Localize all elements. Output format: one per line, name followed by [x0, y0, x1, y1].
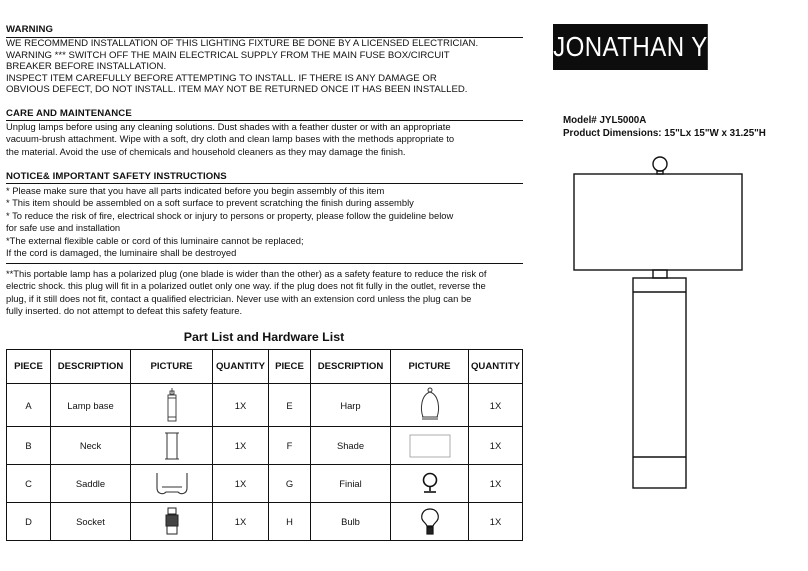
- description-cell: Bulb: [311, 503, 391, 541]
- care-title: CARE AND MAINTENANCE: [6, 108, 132, 119]
- header-quantity: QUANTITY: [213, 350, 269, 384]
- care-line: the material. Avoid the use of chemicals and household cleaners as they may damage the finish.: [6, 145, 406, 157]
- quantity-cell: 1X: [213, 384, 269, 427]
- description-cell: Finial: [311, 465, 391, 503]
- warning-line: INSPECT ITEM CAREFULLY BEFORE ATTEMPTING TO INSTALL. IF THERE IS ANY DAMAGE OR: [6, 72, 437, 84]
- header-picture: PICTURE: [131, 350, 213, 384]
- care-text: [6, 121, 454, 158]
- lamp-diagram: [570, 152, 750, 492]
- quantity-cell: 1X: [213, 427, 269, 465]
- picture-cell: [131, 384, 213, 427]
- header-piece: PIECE: [7, 350, 51, 384]
- table-row: [7, 465, 523, 503]
- header-picture: PICTURE: [391, 350, 469, 384]
- care-line: Unplug lamps before using any cleaning solutions. Dust shades with a feather duster or with an appropriate: [6, 121, 451, 132]
- picture-cell: [131, 465, 213, 503]
- product-dimensions: Product Dimensions: 15"Lx 15"W x 31.25"H: [563, 128, 766, 139]
- lamp-base-icon: [162, 387, 182, 423]
- neck-icon: [162, 431, 182, 461]
- notice-text: [6, 185, 453, 259]
- warning-title: WARNING: [6, 24, 54, 35]
- quantity-cell: 1X: [213, 465, 269, 503]
- piece-cell: B: [7, 427, 51, 465]
- piece-cell: E: [269, 384, 311, 427]
- header-quantity: QUANTITY: [469, 350, 523, 384]
- divider: [6, 183, 523, 184]
- notice-line: If the cord is damaged, the luminaire shall be destroyed: [6, 247, 237, 259]
- polarized-text: [6, 268, 486, 318]
- parts-table-title: Part List and Hardware List: [183, 330, 345, 344]
- header-piece: PIECE: [269, 350, 311, 384]
- care-line: vacuum-brush attachment. Wipe with a soft, dry cloth and clean lamp bases with the methods appropriate to: [6, 133, 455, 145]
- notice-line: * This item should be assembled on a soft surface to prevent scratching the finish during assembly: [6, 197, 414, 209]
- finial-icon: [420, 471, 440, 497]
- warning-line: WARNING *** SWITCH OFF THE MAIN ELECTRICAL SUPPLY FROM THE MAIN FUSE BOX/CIRCUIT: [6, 49, 450, 61]
- shade-icon: [408, 433, 452, 459]
- quantity-cell: 1X: [469, 465, 523, 503]
- table-row: [7, 503, 523, 541]
- harp-icon: [415, 387, 445, 423]
- picture-cell: [391, 427, 469, 465]
- table-row: [7, 384, 523, 427]
- piece-cell: C: [7, 465, 51, 503]
- divider: [6, 263, 523, 264]
- description-cell: Neck: [51, 427, 131, 465]
- notice-line: for safe use and installation: [6, 222, 121, 234]
- description-cell: Socket: [51, 503, 131, 541]
- description-cell: Harp: [311, 384, 391, 427]
- warning-line: WE RECOMMEND INSTALLATION OF THIS LIGHTING FIXTURE BE DONE BY A LICENSED ELECTRICIAN.: [6, 38, 479, 49]
- notice-line: * Please make sure that you have all parts indicated before you begin assembly of this item: [6, 185, 385, 196]
- description-cell: Shade: [311, 427, 391, 465]
- piece-cell: H: [269, 503, 311, 541]
- quantity-cell: 1X: [469, 427, 523, 465]
- header-description: DESCRIPTION: [51, 350, 131, 384]
- saddle-icon: [154, 470, 190, 498]
- polarized-line: **This portable lamp has a polarized plug (one blade is wider than the other) as a safety feature to reduce the risk of: [6, 268, 487, 279]
- product-info: [563, 114, 766, 140]
- bulb-icon: [419, 507, 441, 537]
- notice-title: NOTICE& IMPORTANT SAFETY INSTRUCTIONS: [6, 171, 227, 182]
- description-cell: Lamp base: [51, 384, 131, 427]
- header-description: DESCRIPTION: [311, 350, 391, 384]
- piece-cell: A: [7, 384, 51, 427]
- quantity-cell: 1X: [213, 503, 269, 541]
- notice-line: * To reduce the risk of fire, electrical shock or injury to persons or property, please follow the guideline below: [6, 209, 454, 221]
- table-header-row: [7, 350, 523, 384]
- polarized-line: electric shock. this plug will fit in a polarized outlet only one way. if the plug does not fit fully in the outlet, reverse the: [6, 280, 486, 292]
- brand-logo: JONATHAN Y: [553, 24, 708, 70]
- lamp-shade: [574, 174, 742, 270]
- table-row: [7, 427, 523, 465]
- description-cell: Saddle: [51, 465, 131, 503]
- picture-cell: [131, 427, 213, 465]
- picture-cell: [391, 465, 469, 503]
- polarized-line: plug, if it still does not fit, contact a qualified electrician. Never use with an extension cord unless the plug can be: [6, 292, 472, 304]
- picture-cell: [131, 503, 213, 541]
- piece-cell: D: [7, 503, 51, 541]
- quantity-cell: 1X: [469, 384, 523, 427]
- piece-cell: G: [269, 465, 311, 503]
- quantity-cell: 1X: [469, 503, 523, 541]
- piece-cell: F: [269, 427, 311, 465]
- model-number: Model# JYL5000A: [563, 115, 647, 126]
- lamp-finial: [653, 157, 667, 171]
- picture-cell: [391, 503, 469, 541]
- parts-table: [6, 349, 523, 541]
- warning-text: [6, 38, 478, 96]
- warning-line: OBVIOUS DEFECT, DO NOT INSTALL. ITEM MAY NOT BE RETURNED ONCE IT HAS BEEN INSTALLED.: [6, 84, 468, 95]
- polarized-line: fully inserted. do not attempt to defeat this safety feature.: [6, 305, 243, 317]
- warning-line: BREAKER BEFORE INSTALLATION.: [6, 61, 167, 72]
- lamp-neck: [653, 270, 667, 278]
- picture-cell: [391, 384, 469, 427]
- notice-line: *The external flexible cable or cord of this luminaire cannot be replaced;: [6, 234, 304, 246]
- socket-icon: [162, 507, 182, 537]
